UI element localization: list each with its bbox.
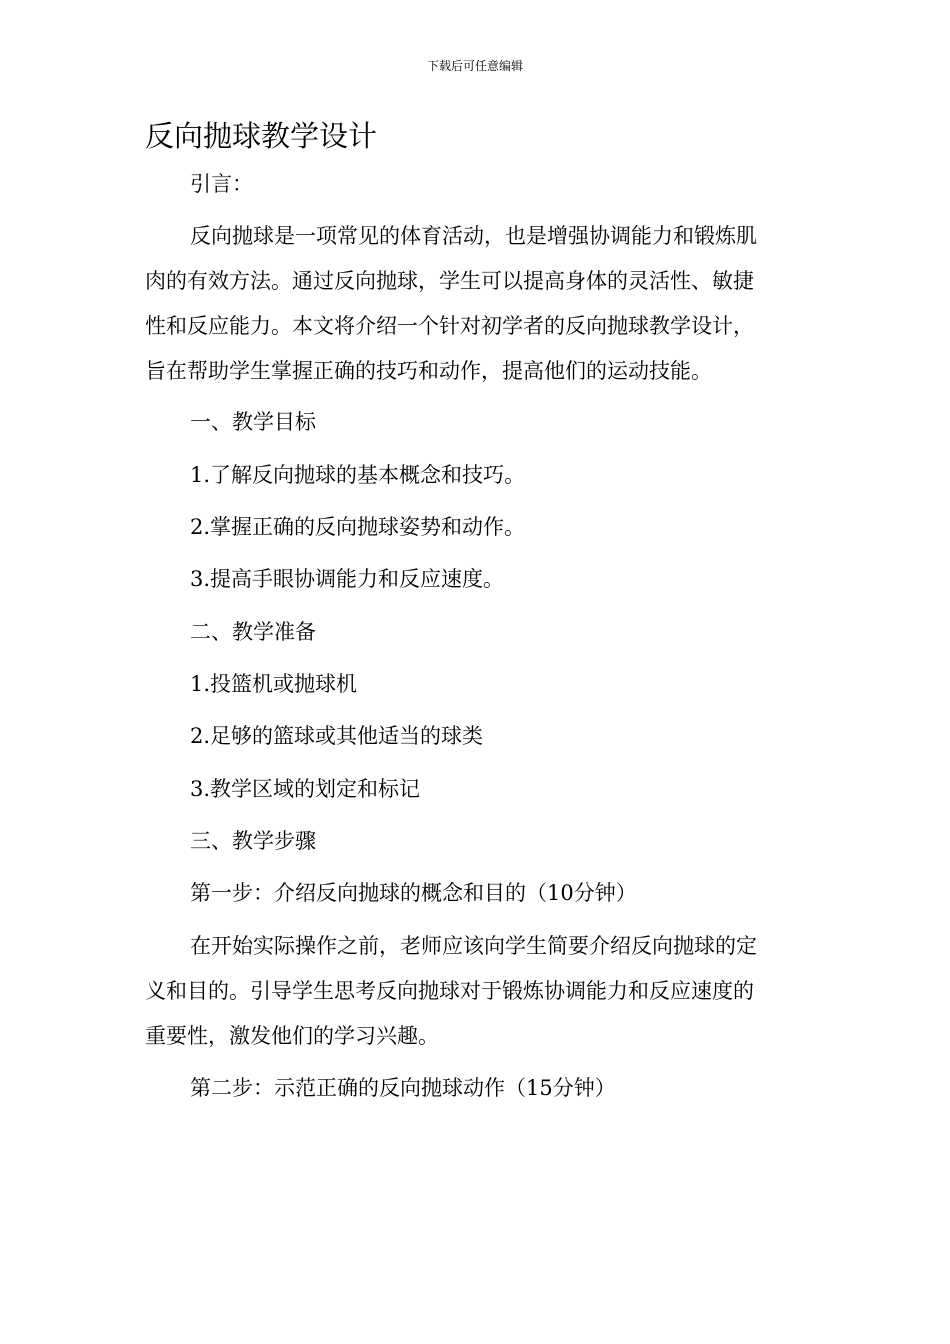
section-heading: 一、教学目标 xyxy=(190,410,316,434)
paragraph-line: 重要性，激发他们的学习兴趣。 xyxy=(145,1024,439,1048)
list-item: 2.掌握正确的反向抛球姿势和动作。 xyxy=(190,515,526,539)
paragraph-line: 性和反应能力。本文将介绍一个针对初学者的反向抛球教学设计， xyxy=(145,314,754,338)
intro-label: 引言： xyxy=(190,172,253,196)
step-heading: 第一步：介绍反向抛球的概念和目的（10分钟） xyxy=(190,881,637,905)
paragraph-line: 反向抛球是一项常见的体育活动，也是增强协调能力和锻炼肌 xyxy=(190,224,757,248)
list-item: 2.足够的篮球或其他适当的球类 xyxy=(190,724,484,748)
document-title: 反向抛球教学设计 xyxy=(145,119,378,153)
paragraph-line: 肉的有效方法。通过反向抛球，学生可以提高身体的灵活性、敏捷 xyxy=(145,269,754,293)
list-item: 1.投篮机或抛球机 xyxy=(190,672,358,696)
list-item: 3.提高手眼协调能力和反应速度。 xyxy=(190,567,505,591)
list-item: 1.了解反向抛球的基本概念和技巧。 xyxy=(190,463,526,487)
list-item: 3.教学区域的划定和标记 xyxy=(190,777,421,801)
paragraph-line: 在开始实际操作之前，老师应该向学生简要介绍反向抛球的定 xyxy=(190,934,757,958)
step-heading: 第二步：示范正确的反向抛球动作（15分钟） xyxy=(190,1076,616,1100)
page-header: 下载后可任意编辑 xyxy=(426,59,523,73)
paragraph-line: 义和目的。引导学生思考反向抛球对于锻炼协调能力和反应速度的 xyxy=(145,979,754,1003)
paragraph-line: 旨在帮助学生掌握正确的技巧和动作，提高他们的运动技能。 xyxy=(145,359,712,383)
section-heading: 三、教学步骤 xyxy=(190,829,316,853)
section-heading: 二、教学准备 xyxy=(190,620,316,644)
